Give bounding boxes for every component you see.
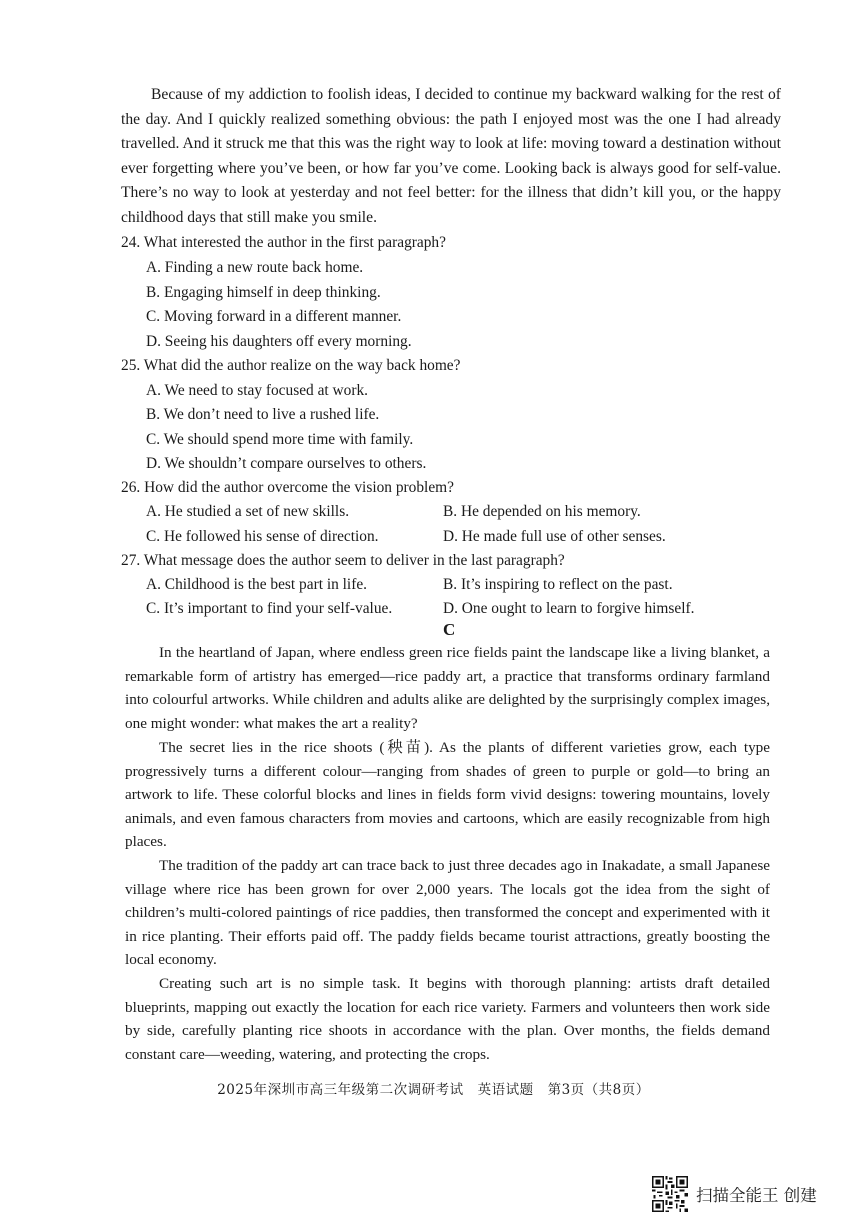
qr-code-icon	[652, 1176, 688, 1212]
question-27-option-d: D. One ought to learn to forgive himself.	[443, 600, 695, 617]
question-27-option-a: A. Childhood is the best part in life.	[146, 576, 367, 593]
passage-b-last-paragraph: Because of my addiction to foolish ideas, I decided to continue my backward walking for the rest of the day. And I quickly realized something obvious: the path I enjoyed most was the one I had already travelled. And it struck me that this was the right way to look at life: moving toward a destination without ever forgetting where you’ve been, or how far you’ve come. Looking back is always good for self-value. There’s no way to look at yesterday and not feel better: for the illness that didn’t kill you, or the happy childhood days that still make you smile.	[121, 86, 781, 226]
question-25-option-d: D. We shouldn’t compare ourselves to others.	[146, 455, 427, 472]
watermark-text: 扫描全能王 创建	[696, 1186, 817, 1205]
page-footer: 2025年深圳市高三年级第二次调研考试 英语试题 第3页（共8页）	[217, 1082, 650, 1098]
question-27-option-c: C. It’s important to find your self-value.	[146, 600, 393, 617]
passage-c-paragraph-2: The secret lies in the rice shoots (秧苗). As the plants of different varieties grow, each type progressively turns a different colour—ranging from shades of green to purple or gold—to bring an artwork to life. These colorful blocks and lines in fields form vivid designs: towering mountains, lovely animals, and even famous characters from movies and cartoons, which are easily recognizable from high places.	[125, 739, 770, 851]
question-26-option-b: B. He depended on his memory.	[443, 503, 641, 520]
passage-c-paragraph-4: Creating such art is no simple task. It begins with thorough planning: artists draft detailed blueprints, mapping out exactly the location for each rice variety. Farmers and volunteers then work side by side, carefully planting rice shoots in accordance with the plan. Over months, the fields demand constant care—weeding, watering, and protecting the crops.	[125, 975, 770, 1063]
scanner-watermark	[652, 1175, 817, 1213]
question-25-option-b: B. We don’t need to live a rushed life.	[146, 406, 380, 423]
question-26-option-c: C. He followed his sense of direction.	[146, 528, 379, 545]
passage-c-heading: C	[443, 620, 456, 639]
question-27-option-b: B. It’s inspiring to reflect on the past.	[443, 576, 673, 593]
question-24-stem: 24. What interested the author in the first paragraph?	[121, 234, 446, 251]
question-25-stem: 25. What did the author realize on the way back home?	[121, 357, 461, 374]
question-26-stem: 26. How did the author overcome the vision problem?	[121, 479, 454, 496]
question-24-option-b: B. Engaging himself in deep thinking.	[146, 284, 381, 301]
question-27-stem: 27. What message does the author seem to deliver in the last paragraph?	[121, 552, 565, 569]
passage-c-paragraph-1: In the heartland of Japan, where endless green rice fields paint the landscape like a living blanket, a remarkable form of artistry has emerged—rice paddy art, a practice that transforms ordinary farmland into colourful artworks. While children and adults alike are delighted by the surprisingly complex images, one might wonder: what makes the art a reality?	[125, 644, 770, 732]
question-26-option-a: A. He studied a set of new skills.	[146, 503, 350, 520]
question-24-option-d: D. Seeing his daughters off every morning.	[146, 333, 412, 350]
question-25-option-c: C. We should spend more time with family.	[146, 431, 414, 448]
question-25-option-a: A. We need to stay focused at work.	[146, 382, 369, 399]
passage-c-paragraph-3: The tradition of the paddy art can trace back to just three decades ago in Inakadate, a small Japanese village where rice has been grown for over 2,000 years. The locals got the idea from the sight of children’s multi-colored paintings of rice paddies, then transformed the concept and experimented with it in rice planting. Their efforts paid off. The paddy fields became tourist attractions, greatly boosting the local economy.	[125, 857, 770, 969]
question-24-option-a: A. Finding a new route back home.	[146, 259, 364, 276]
question-26-option-d: D. He made full use of other senses.	[443, 528, 666, 545]
question-24-option-c: C. Moving forward in a different manner.	[146, 308, 402, 325]
